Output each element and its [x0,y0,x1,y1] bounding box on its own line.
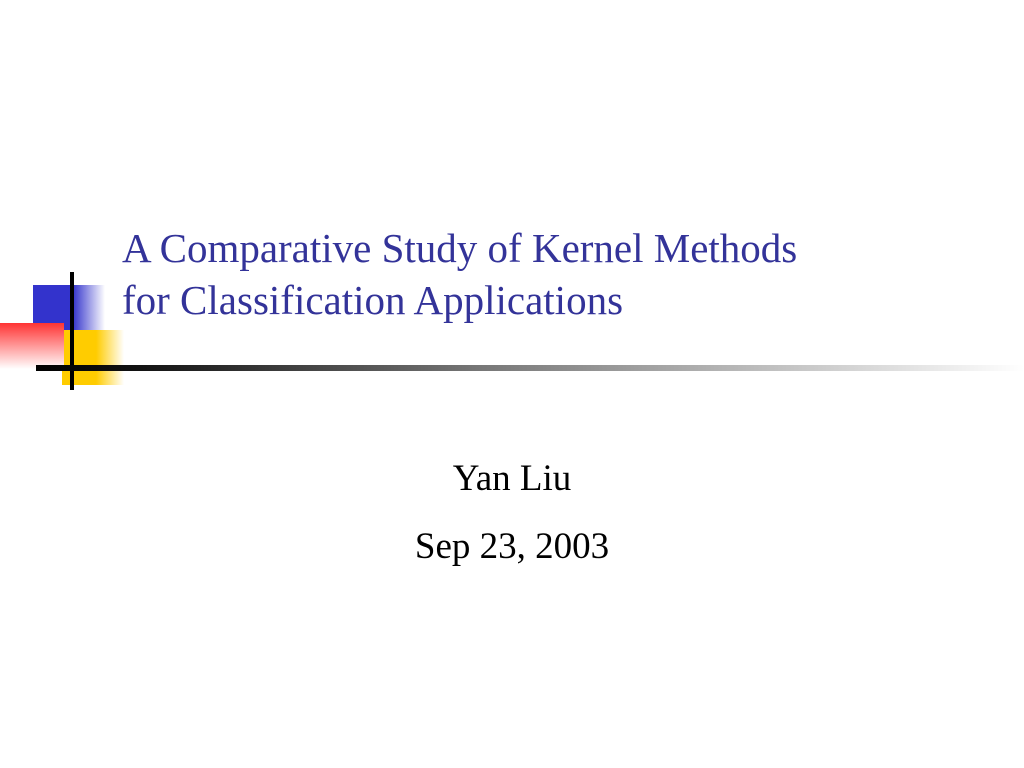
title-line-1: A Comparative Study of Kernel Methods [122,225,798,271]
vertical-rule [70,272,74,390]
horizontal-rule [36,365,1024,371]
title-line-2: for Classification Applications [122,277,624,323]
presentation-date: Sep 23, 2003 [414,526,610,567]
slide-subtitle [0,445,1024,581]
slide-title [122,222,1002,326]
red-square [0,323,64,369]
author-name: Yan Liu [452,458,572,499]
